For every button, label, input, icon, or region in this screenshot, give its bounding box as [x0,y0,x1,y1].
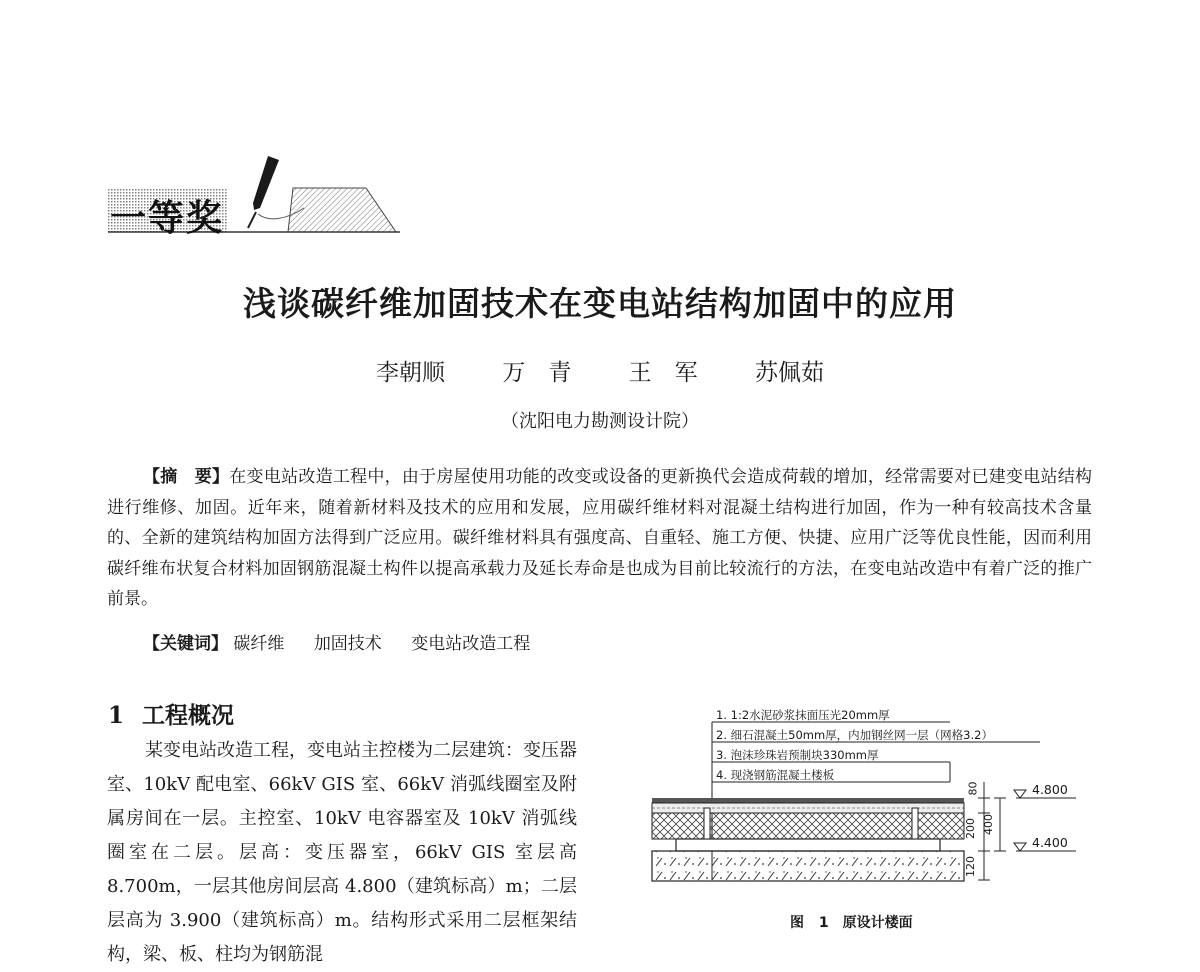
keyword: 碳纤维 [233,634,285,654]
elevation-label: 4.800 [1032,782,1068,797]
keywords [143,629,554,654]
section-heading [108,697,234,730]
section-number: 1 [108,702,125,729]
figure-1 [640,700,1080,941]
dimension-label: 80 [966,781,980,796]
keyword: 加固技术 [313,634,382,654]
section-body-text: 某变电站改造工程，变电站主控楼为二层建筑：变压器室、10kV 配电室、66kV GIS 室、66kV 消弧线圈室及附属房间在一层。主控室、10kV 电容器室及 10kV 消弧线圈室在二层。层高：变压器室，66kV GIS 室层高 8.700m，一层其他房间层高 4.800（建筑标高）m；二层层高为 3.900（建筑标高）m。结构形式采用二层框架结构，梁、板、柱均为钢筋混 [107,740,577,965]
author-list [0,354,1200,387]
affiliation: （沈阳电力勘测设计院） [501,411,699,432]
keywords-label: 【关键词】 [143,634,228,654]
layer-label: 4. 现浇钢筋混凝土楼板 [716,768,835,782]
layer-mortar [652,798,964,803]
abstract-text: 在变电站改造工程中，由于房屋使用功能的改变或设备的更新换代会造成荷载的增加，经常需要对已建变电站结构进行维修、加固。近年来，随着新材料及技术的应用和发展，应用碳纤维材料对混凝土结构进行加固，作为一种有较高技术含量的、全新的建筑结构加固方法得到广泛应用。碳纤维材料具有强度高、自重轻、施工方便、快捷、应用广泛等优良性能，因而利用碳纤维布状复合材料加固钢筋混凝土构件以提高承载力及延长寿命是也成为目前比较流行的方法，在变电站改造中有着广泛的推广前景。 [107,467,1092,609]
author-name: 李朝顺 [376,360,446,386]
layer-label: 1. 1:2水泥砂浆抹面压光20mm厚 [716,708,890,722]
section-title: 工程概况 [142,702,235,729]
dimension-label: 200 [964,818,977,839]
author-name: 万 青 [502,360,572,386]
layer-rc-slab [652,851,964,881]
author-name: 王 军 [628,360,698,386]
layer-label: 3. 泡沫珍珠岩预制块330mm厚 [716,748,879,762]
dimension-label: 400 [982,814,995,835]
dimension-label: 120 [964,856,977,877]
figure-caption: 图 1 原设计楼面 [790,915,913,931]
layer-block-seat [676,839,940,851]
award-label: 一等奖 [110,197,225,239]
layer-label: 2. 细石混凝土50mm厚，内加钢丝网一层（网格3.2） [716,728,993,742]
abstract [107,462,1092,615]
paper-title: 浅谈碳纤维加固技术在变电站结构加固中的应用 [243,284,957,323]
abstract-label: 【摘 要】 [143,467,230,487]
author-name: 苏佩茹 [754,360,824,386]
elevation-label: 4.400 [1032,835,1068,850]
keyword: 变电站改造工程 [411,634,531,654]
